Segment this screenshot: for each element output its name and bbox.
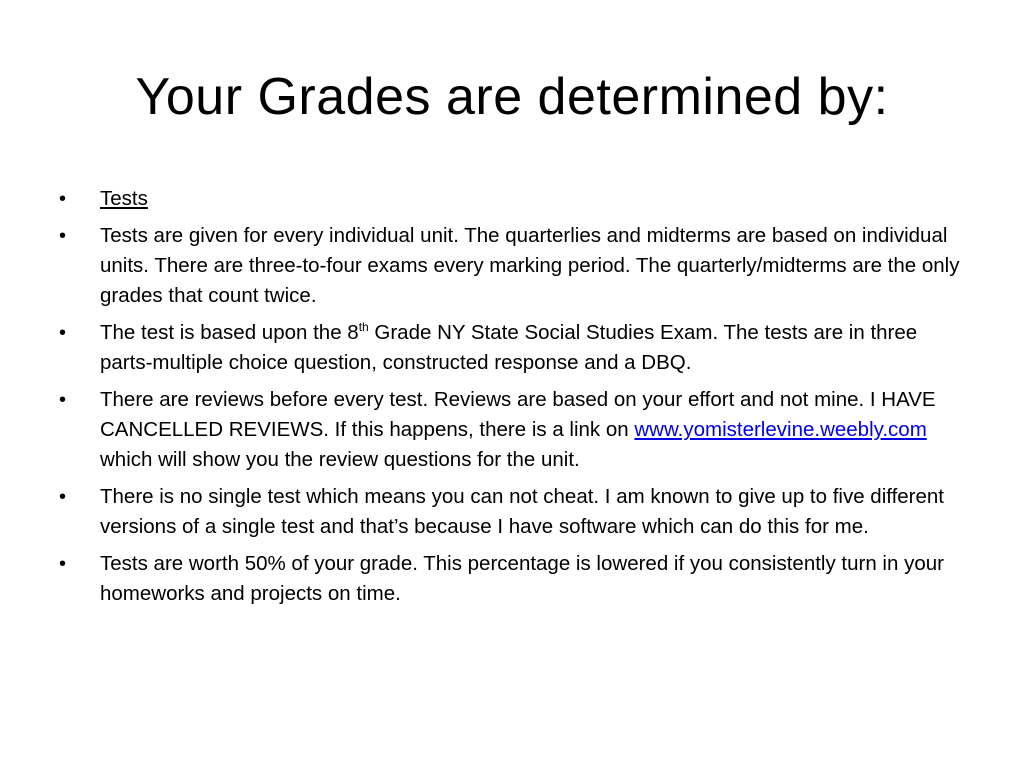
bullet-text-end: which will show you the review questions for the unit. [100,448,580,471]
bullet-icon: • [59,486,67,508]
bullet-item-test-basis [0,318,1024,378]
bullet-item-tests-heading [0,184,1024,214]
ordinal-superscript: th [358,320,369,334]
bullet-text-end: Grade NY State Social Studies Exam. The tests are in three parts-multiple choice question, constructed response and a DBQ. [100,321,918,374]
bullet-icon: • [59,225,67,247]
bullet-icon: • [59,322,67,344]
bullet-item-weight [0,549,1024,609]
bullet-text: There is no single test which means you can not cheat. I am known to give up to five different versions of a single test and that’s because I have software which can do this for me. [100,485,945,538]
bullet-heading-tests: Tests [100,187,148,210]
bullet-item-tests-overview [0,221,1024,311]
bullet-icon: • [59,188,67,210]
bullet-item-reviews [0,385,1024,475]
bullet-item-versions [0,482,1024,542]
bullet-text: Tests are worth 50% of your grade. This percentage is lowered if you consistently turn in your homeworks and projects on time. [100,552,944,605]
bullet-icon: • [59,389,67,411]
slide-title: Your Grades are determined by: [135,68,889,126]
bullet-text: Tests are given for every individual unit. The quarterlies and midterms are based on individual units. There are three-to-four exams every marking period. The quarterly/midterms are the only grades that count twice. [100,224,960,307]
bullet-icon: • [59,553,67,575]
bullet-text-start: The test is based upon the 8 [100,321,359,344]
website-link[interactable]: www.yomisterlevine.weebly.com [634,418,927,441]
bullet-text-start: There are reviews before every test. Reviews are based on your effort and not mine. I HAVE CANCELLED REVIEWS. If this happens, there is a link on [100,388,936,441]
bullet-list [0,184,1024,616]
